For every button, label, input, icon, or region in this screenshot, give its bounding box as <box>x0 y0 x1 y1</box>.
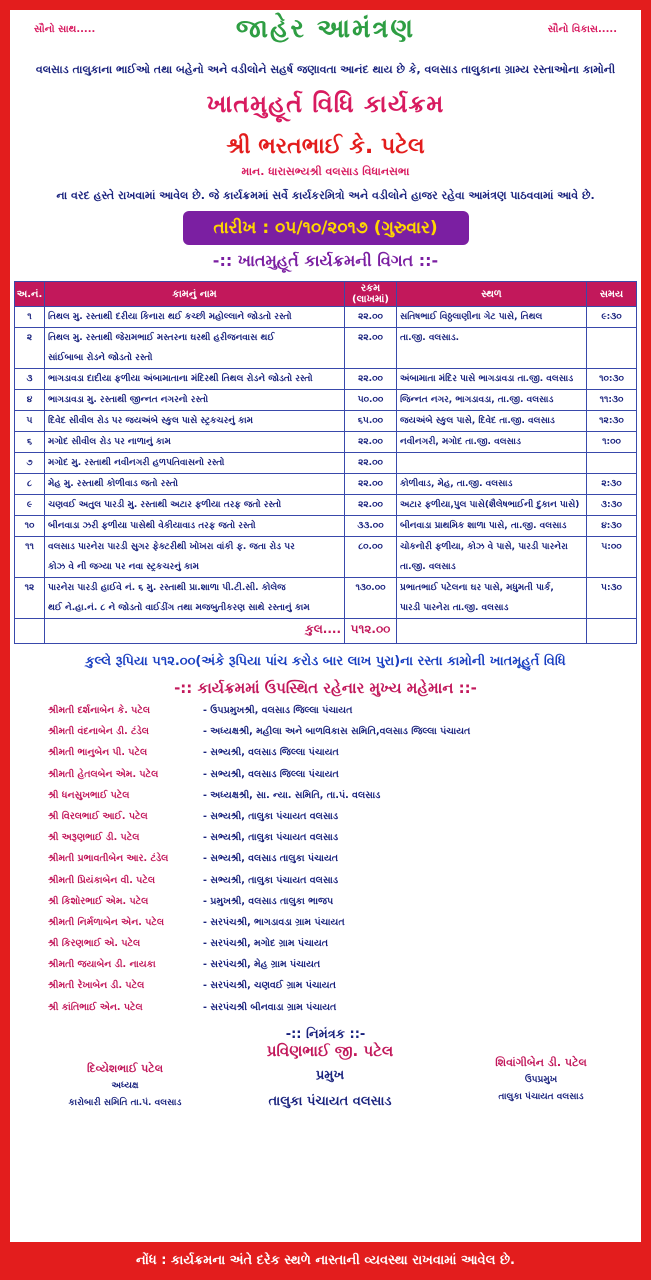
cell-work-name: કોઝ વે ની જગ્યા પર નવા સ્ટ્રકચરનું કામ <box>45 557 345 578</box>
guest-row <box>10 875 641 896</box>
cell-time: ૨:૩૦ <box>587 474 637 495</box>
cell-time: ૫:૦૦ <box>587 537 637 558</box>
guest-row <box>10 726 641 747</box>
cell-place: ચોકનોરી ફળીયા, કોઝ વે પાસે, પારડી પારનેરા <box>397 537 587 558</box>
total-blank-3 <box>587 619 637 644</box>
slogan-left: સૌનો સાથ..... <box>34 24 96 35</box>
inviter-center-title1: પ્રમુખ <box>315 1067 345 1083</box>
table-row <box>15 328 637 349</box>
guest-post: - અધ્યક્ષશ્રી, સા. ન્યા. સમિતિ, તા.પં. વલસાડ <box>203 789 381 801</box>
cell-amount <box>345 557 397 578</box>
note-bar: નોંધ : કાર્યક્રમના અંતે દરેક સ્થળે નાસ્તાની વ્યવસ્થા રાખવામાં આવેલ છે. <box>10 1242 641 1280</box>
table-row <box>15 537 637 558</box>
cell-time: ૧૨:૩૦ <box>587 411 637 432</box>
cell-serial: ૯ <box>15 495 45 516</box>
cell-amount: ૨૨.૦૦ <box>345 432 397 453</box>
cell-amount <box>345 348 397 369</box>
cell-serial: ૧ <box>15 307 45 328</box>
invitation-text: ના વરદ હસ્તે રાખવામાં આવેલ છે. જે કાર્યક્રમમાં સર્વે કાર્યકરમિત્રો અને વડીલોને હાજર રહેવા આમંત્રણ પાઠવવામાં આવે છે. <box>56 189 595 202</box>
cell-place: કોળીવાડ, મેહ, તા.જી. વલસાડ <box>397 474 587 495</box>
cell-serial: ૭ <box>15 453 45 474</box>
cell-amount: ૨૨.૦૦ <box>345 453 397 474</box>
guest-post: - સભ્યશ્રી, તાલુકા પંચાયત વલસાડ <box>203 810 339 822</box>
header-work-name: કામનું નામ <box>45 282 345 307</box>
guest-name: શ્રીમતી નિર્મળાબેન એન. પટેલ <box>48 916 165 928</box>
cell-place <box>397 453 587 474</box>
table-row <box>15 557 637 578</box>
guest-post: - સભ્યશ્રી, તાલુકા પંચાયત વલસાડ <box>203 874 339 886</box>
guest-post: - સરપંચશ્રી, ભાગડાવડા ગ્રામ પંચાયત <box>203 916 345 928</box>
cell-time: ૧૧:૩૦ <box>587 390 637 411</box>
cell-place: તા.જી. વલસાડ. <box>397 328 587 349</box>
cell-serial <box>15 557 45 578</box>
guest-name: શ્રીમતી વંદનાબેન ડી. ટંડેલ <box>48 726 149 738</box>
cell-amount <box>345 598 397 619</box>
table-row <box>15 578 637 599</box>
cell-time: ૫:૩૦ <box>587 578 637 599</box>
inviters-heading: -:: નિમંત્રક ::- <box>285 1026 366 1042</box>
table-row <box>15 516 637 537</box>
cell-work-name: થઈ ને.હા.નં. ૮ ને જોડતો વાઈડીંગ તથા મજબુતીકરણ સાથે રસ્તાનું કામ <box>45 598 345 619</box>
cell-serial <box>15 598 45 619</box>
inviter-center-title2: તાલુકા પંચાયત વલસાડ <box>268 1093 392 1109</box>
guest-post: - સભ્યશ્રી, વલસાડ જિલ્લા પંચાયત <box>203 747 339 759</box>
guest-name: શ્રી અરૂણભાઈ ડી. પટેલ <box>48 832 140 844</box>
cell-time <box>587 598 637 619</box>
cell-time: ૪:૩૦ <box>587 516 637 537</box>
inviter-right-title2: તાલુકા પંચાયત વલસાડ <box>498 1091 584 1102</box>
guest-name: શ્રીમતી પ્રિયંકાબેન વી. પટેલ <box>48 874 156 886</box>
cell-work-name: તિથલ મુ. રસ્તાથી દરીયા કિનારા થઈ કચ્છી મહોલ્લાને જોડતો રસ્તો <box>45 307 345 328</box>
inviter-left <box>30 1062 220 1110</box>
table-row <box>15 432 637 453</box>
event-title: ખાતમુહૂર્ત વિધિ કાર્યક્રમ <box>206 90 445 118</box>
cell-amount: ૧૩૦.૦૦ <box>345 578 397 599</box>
cell-amount: ૨૨.૦૦ <box>345 495 397 516</box>
cell-place: અટાર ફળીયા,પુલ પાસે(શૈલેષભાઈની દુકાન પાસે) <box>397 495 587 516</box>
cell-amount: ૨૨.૦૦ <box>345 328 397 349</box>
cell-amount: ૫૦.૦૦ <box>345 390 397 411</box>
cell-serial: ૧૨ <box>15 578 45 599</box>
guest-name: શ્રી વિરલભાઈ આઈ. પટેલ <box>48 810 148 822</box>
inviter-center <box>220 1042 440 1112</box>
cell-serial: ૮ <box>15 474 45 495</box>
guest-row <box>10 769 641 790</box>
guest-row <box>10 853 641 874</box>
cell-work-name: ચણવઈ અતુલ પારડી મુ. રસ્તાથી અટાર ફળીયા તરફ જતો રસ્તો <box>45 495 345 516</box>
guest-row <box>10 980 641 1001</box>
guest-post: - સભ્યશ્રી, વલસાડ તાલુકા પંચાયત <box>203 853 339 865</box>
total-value: ૫૧૨.૦૦ <box>345 619 397 644</box>
guests-heading: -:: કાર્યક્રમમાં ઉપસ્થિત રહેનાર મુખ્ય મહેમાન ::- <box>174 679 477 697</box>
guest-name: શ્રીમતી રેખાબેન ડી. પટેલ <box>48 980 145 992</box>
guest-name: શ્રીમતી જયાબેન ડી. નાયકા <box>48 959 156 971</box>
guest-name: શ્રીમતી હેતલબેન એમ. પટેલ <box>48 768 159 780</box>
works-table-body <box>15 307 637 619</box>
guest-row <box>10 705 641 726</box>
cell-work-name: ભાગડાવડા દાદીયા ફળીયા અંબામાતાના મંદિરથી તિથલ રોડને જોડતો રસ્તો <box>45 369 345 390</box>
table-row <box>15 495 637 516</box>
cell-place: જયઅંબે સ્કુલ પાસે, દિવેદ તા.જી. વલસાડ <box>397 411 587 432</box>
total-blank-2 <box>397 619 587 644</box>
cell-place: તા.જી. વલસાડ <box>397 557 587 578</box>
header-amount: રકમ (લાખમાં) <box>345 282 397 307</box>
cell-place: નવીનગરી, મગોદ તા.જી. વલસાડ <box>397 432 587 453</box>
guest-row <box>10 811 641 832</box>
details-heading: -:: ખાતમુહૂર્ત કાર્યક્રમની વિગત ::- <box>212 251 439 270</box>
guest-post: - સભ્યશ્રી, વલસાડ જિલ્લા પંચાયત <box>203 768 339 780</box>
cell-place: પારડી પારનેરા તા.જી. વલસાડ <box>397 598 587 619</box>
cell-work-name: મેહ મુ. રસ્તાથી કોળીવાડ જતો રસ્તો <box>45 474 345 495</box>
cell-work-name: પારનેરા પારડી હાઈવે નં. ૬ મુ. રસ્તાથી પ્રા.શાળા પી.ટી.સી. કોલેજ <box>45 578 345 599</box>
cell-serial: ૫ <box>15 411 45 432</box>
slogan-right: સૌનો વિકાસ..... <box>547 24 617 35</box>
cell-work-name: વલસાડ પારનેરા પારડી સુગર ફેક્ટરીથી ખોખરા વાંકી ફ. જતા રોડ પર <box>45 537 345 558</box>
cell-serial <box>15 348 45 369</box>
guest-name: શ્રી કિશોરભાઈ એમ. પટેલ <box>48 895 149 907</box>
guest-row <box>10 896 641 917</box>
inviter-left-name: દિવ્યેશભાઈ પટેલ <box>86 1061 164 1075</box>
cell-work-name: બીનવાડા ઝરી ફળીયા પાસેથી વેકીયાવાડ તરફ જતો રસ્તો <box>45 516 345 537</box>
guest-row <box>10 747 641 768</box>
works-table <box>14 281 637 644</box>
cell-time <box>587 348 637 369</box>
table-row <box>15 411 637 432</box>
header <box>10 10 641 58</box>
cell-time: ૯:૩૦ <box>587 307 637 328</box>
guest-name: શ્રીમતી ભાનુબેન પી. પટેલ <box>48 747 148 759</box>
cell-serial: ૨ <box>15 328 45 349</box>
cell-amount: ૨૨.૦૦ <box>345 307 397 328</box>
cell-place: જિન્નત નગર, ભાગડાવડા, તા.જી. વલસાડ <box>397 390 587 411</box>
header-serial: અ.નં. <box>15 282 45 307</box>
table-row <box>15 307 637 328</box>
cell-amount: ૬૫.૦૦ <box>345 411 397 432</box>
cell-time: ૧૦:૩૦ <box>587 369 637 390</box>
guest-post: - ઉપપ્રમુખશ્રી, વલસાડ જિલ્લા પંચાયત <box>203 705 353 716</box>
cell-serial: ૩ <box>15 369 45 390</box>
guest-post: - અધ્યક્ષશ્રી, મહીલા અને બાળવિકાસ સમિતિ,વલસાડ જિલ્લા પંચાયત <box>203 726 471 738</box>
cell-work-name: ભાગડાવડા મુ. રસ્તાથી જીન્નત નગરનો રસ્તો <box>45 390 345 411</box>
inviter-left-title1: અધ્યક્ષ <box>111 1080 139 1091</box>
cell-amount: ૨૨.૦૦ <box>345 369 397 390</box>
event-date-box: તારીખ : ૦૫/૧૦/૨૦૧૭ (ગુરુવાર) <box>183 211 469 245</box>
cell-time <box>587 328 637 349</box>
table-row <box>15 369 637 390</box>
guest-row <box>10 1002 641 1023</box>
intro-text: વલસાડ તાલુકાના ભાઈઓ તથા બહેનો અને વડીલોને સહર્ષ જણાવતા આનંદ થાય છે કે, વલસાડ તાલુકાના ગ્રામ્ય રસ્તાઓના કામોની <box>35 63 616 76</box>
guest-row <box>10 917 641 938</box>
cell-amount: ૮૦.૦૦ <box>345 537 397 558</box>
cell-time: ૩:૩૦ <box>587 495 637 516</box>
table-row <box>15 474 637 495</box>
inviter-right-name: શિવાંગીબેન ડી. પટેલ <box>495 1055 587 1069</box>
cell-work-name: મગોદ સીવીલ રોડ પર નાળાનું કામ <box>45 432 345 453</box>
inviter-left-title2: કારોબારી સમિતિ તા.પં. વલસાડ <box>68 1097 182 1108</box>
guest-post: - પ્રમુખશ્રી, વલસાડ તાલુકા ભાજપ <box>203 895 334 907</box>
cell-time <box>587 453 637 474</box>
cell-serial: ૧૧ <box>15 537 45 558</box>
guest-name: શ્રીમતી દર્શનાબેન કે. પટેલ <box>48 705 151 716</box>
cell-serial: ૬ <box>15 432 45 453</box>
main-title: જાહેર આમંત્રણ <box>235 14 416 44</box>
total-row <box>15 619 637 644</box>
table-row <box>15 453 637 474</box>
cell-time: ૧:૦૦ <box>587 432 637 453</box>
inviter-right <box>446 1056 636 1104</box>
inviter-right-title1: ઉપપ્રમુખ <box>524 1074 558 1085</box>
cell-place: સતિષભાઈ વિઠ્ઠલાણીના ગેટ પાસે, તિથલ <box>397 307 587 328</box>
cell-place: અંબામાતા મંદિર પાસે ભાગડાવડા તા.જી. વલસાડ <box>397 369 587 390</box>
signatories <box>10 1042 641 1138</box>
guest-post: - સરપંચશ્રી બીનવાડા ગ્રામ પંચાયત <box>203 1001 337 1013</box>
guest-post: - સરપંચશ્રી, મેહ ગ્રામ પંચાયત <box>203 959 321 971</box>
guest-name: શ્રી કિરણભાઈ એ. પટેલ <box>48 938 141 950</box>
table-row <box>15 390 637 411</box>
total-blank-1 <box>15 619 45 644</box>
cell-work-name: દિવેદ સીવીલ રોડ પર જયઅંબે સ્કુલ પાસે સ્ટ્રકચરનું કામ <box>45 411 345 432</box>
guest-list <box>10 705 641 1023</box>
cell-place: બીનવાડા પ્રાથમિક શાળા પાસે, તા.જી. વલસાડ <box>397 516 587 537</box>
cell-serial: ૪ <box>15 390 45 411</box>
guest-row <box>10 959 641 980</box>
cell-amount: ૨૨.૦૦ <box>345 474 397 495</box>
guest-post: - સરપંચશ્રી, ચણવઈ ગ્રામ પંચાયત <box>203 980 336 992</box>
guest-name: શ્રી ધનસુખભાઈ પટેલ <box>48 789 130 801</box>
table-row <box>15 598 637 619</box>
guest-row <box>10 790 641 811</box>
guest-name: શ્રી કાંતિભાઈ એન. પટેલ <box>48 1001 143 1013</box>
inviter-center-name: પ્રવિણભાઈ જી. પટેલ <box>266 1041 394 1060</box>
cell-place <box>397 348 587 369</box>
cell-time <box>587 557 637 578</box>
guest-row <box>10 938 641 959</box>
cell-work-name: તિથલ મુ. રસ્તાથી જેરામભાઈ મસ્તરના ઘરથી હરીજનવાસ થઈ <box>45 328 345 349</box>
cell-work-name: સાંઈબાબા રોડને જોડતો રસ્તો <box>45 348 345 369</box>
header-place: સ્થળ <box>397 282 587 307</box>
chief-guest-role: માન. ધારાસભ્યશ્રી વલસાડ વિધાનસભા <box>241 165 410 178</box>
guest-name: શ્રીમતી પ્રભાવતીબેન આર. ટંડેલ <box>48 853 169 865</box>
cell-serial: ૧૦ <box>15 516 45 537</box>
guest-post: - સરપંચશ્રી, મગોદ ગ્રામ પંચાયત <box>203 938 329 950</box>
summary-line: કુલ્લે રૂપિયા ૫૧૨.૦૦(અંકે રૂપિયા પાંચ કરોડ બાર લાખ પુરા)ના રસ્તા કામોની ખાતમૂહુર્ત વિધિ <box>85 654 566 669</box>
chief-guest-name: શ્રી ભરતભાઈ કે. પટેલ <box>226 134 425 159</box>
cell-place: પ્રભાતભાઈ પટેલના ઘર પાસે, મધુમતી પાર્ક, <box>397 578 587 599</box>
table-row <box>15 348 637 369</box>
header-time: સમય <box>587 282 637 307</box>
total-label: કુલ.... <box>45 619 345 644</box>
cell-amount: ૩૩.૦૦ <box>345 516 397 537</box>
cell-work-name: મગોદ મુ. રસ્તાથી નવીનગરી હળપતિવાસનો રસ્તો <box>45 453 345 474</box>
guest-row <box>10 832 641 853</box>
table-header-row <box>15 282 637 307</box>
guest-post: - સભ્યશ્રી, તાલુકા પંચાયત વલસાડ <box>203 832 339 844</box>
